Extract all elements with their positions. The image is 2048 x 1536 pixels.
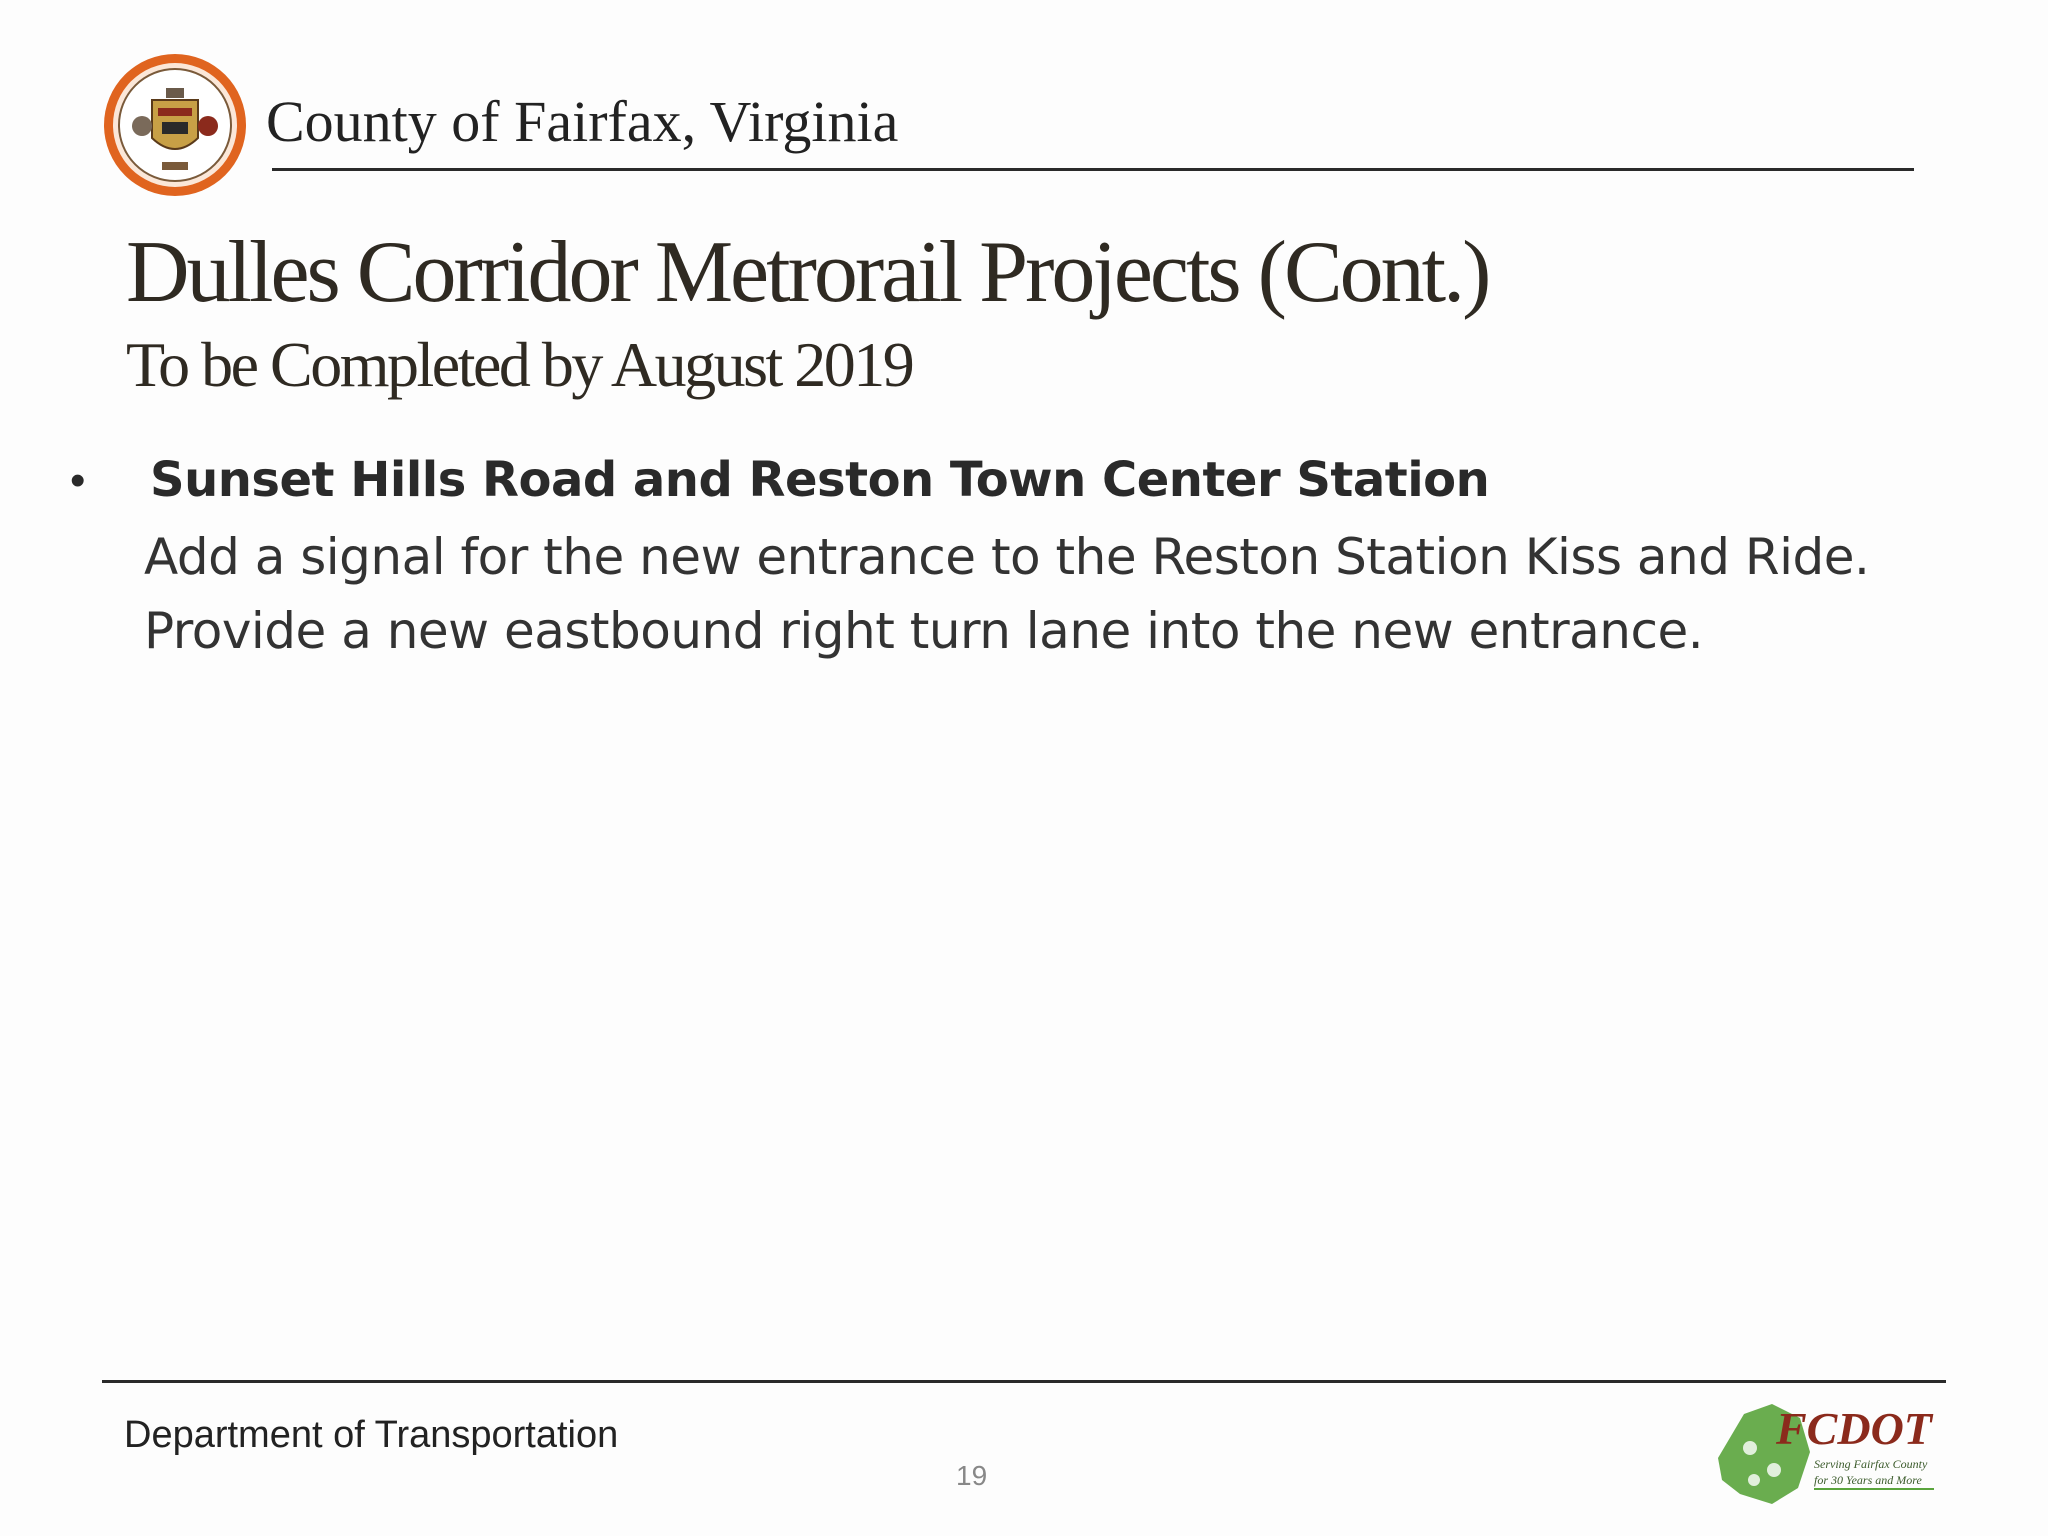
slide-title: Dulles Corridor Metrorail Projects (Cont.) <box>126 224 1489 321</box>
fcdot-logo-text: FCDOT <box>1776 1403 1932 1454</box>
bullet-heading: Sunset Hills Road and Reston Town Center Station <box>150 452 1490 508</box>
footer-divider <box>102 1380 1946 1383</box>
fcdot-logo-icon <box>1714 1396 1950 1508</box>
footer-department: Department of Transportation <box>124 1414 619 1456</box>
slide-subtitle: To be Completed by August 2019 <box>126 329 913 400</box>
page-number: 19 <box>956 1460 988 1491</box>
bullet-body-line: Provide a new eastbound right turn lane into the new entrance. <box>144 602 1704 660</box>
fcdot-logo-tagline: Serving Fairfax County <box>1814 1457 1928 1471</box>
bullet-icon: • <box>70 456 86 505</box>
county-name: County of Fairfax, Virginia <box>266 89 899 154</box>
bullet-body-line: Add a signal for the new entrance to the Reston Station Kiss and Ride. <box>144 528 1870 586</box>
county-seal-icon <box>102 52 248 198</box>
fcdot-logo-tagline: for 30 Years and More <box>1814 1473 1922 1487</box>
header-divider <box>272 168 1914 171</box>
